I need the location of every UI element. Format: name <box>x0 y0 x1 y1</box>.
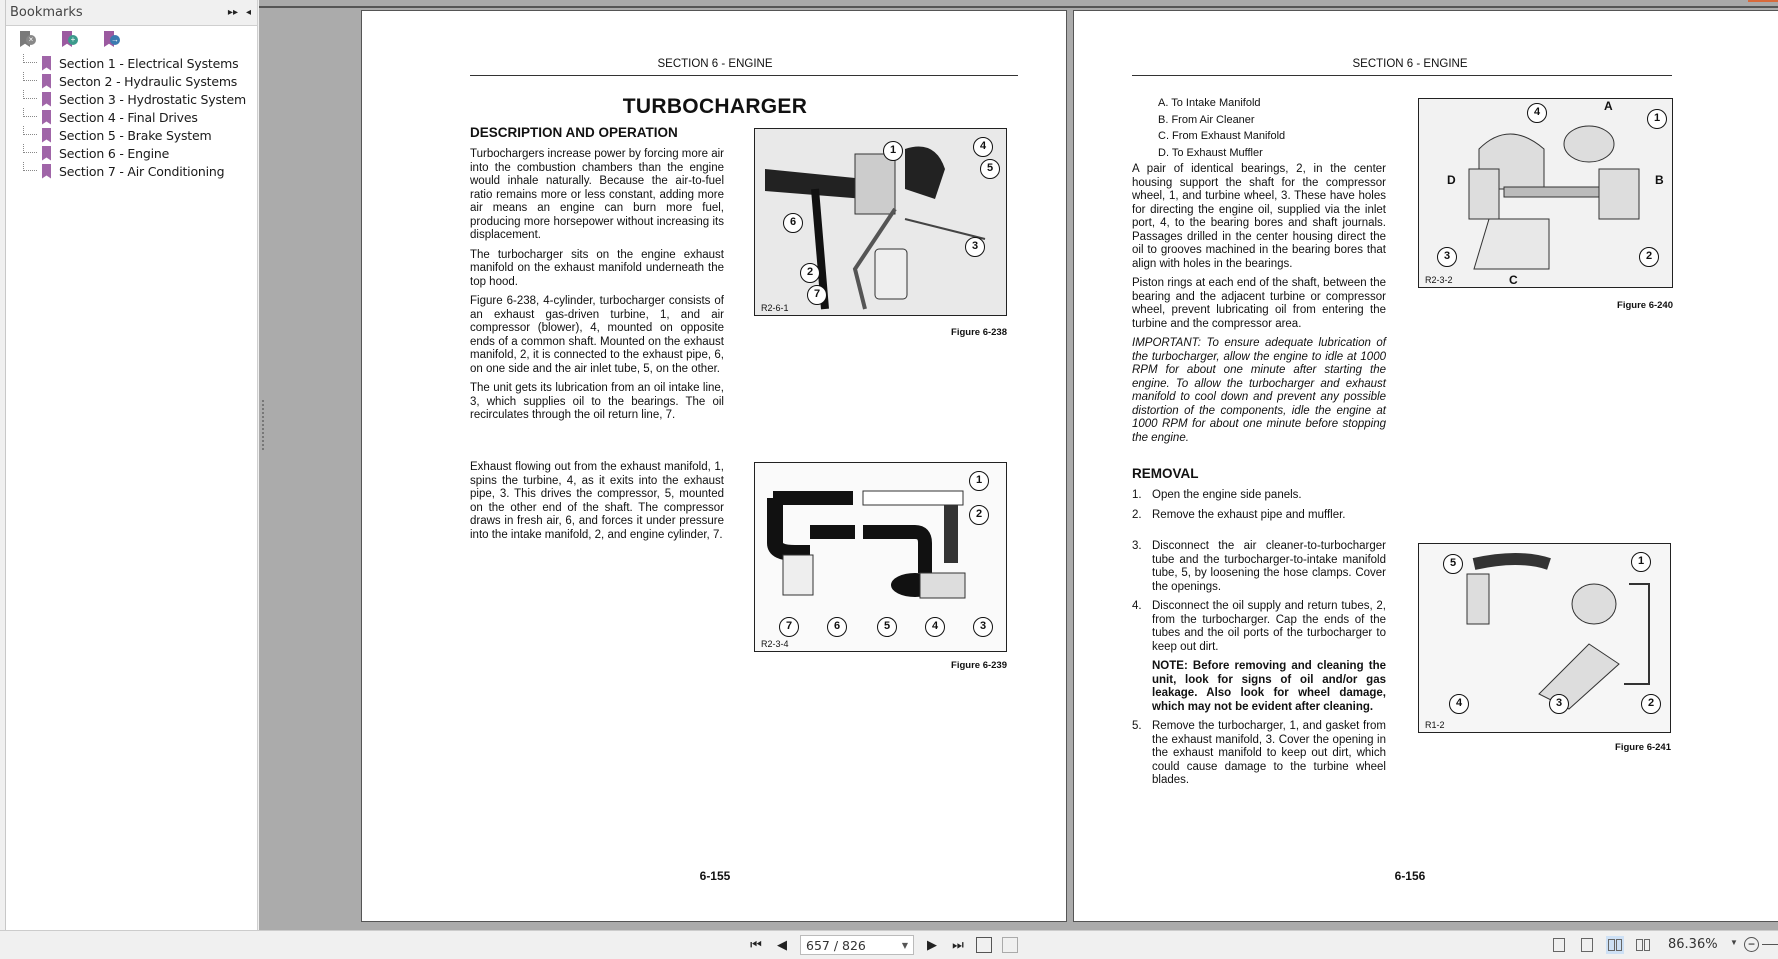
step-3: 3. Disconnect the air cleaner-to-turbocharger tube and the turbocharger-to-intake manifold tube, 5, by loosening the hose clamps. Cover the openings. <box>1132 540 1386 593</box>
callout-7: 7 <box>807 285 827 305</box>
bookmarks-title: Bookmarks <box>10 5 83 20</box>
bookmark-section-4[interactable]: Section 4 - Final Drives <box>18 108 257 126</box>
step-5: 5. Remove the turbocharger, 1, and gasket from the exhaust manifold, 3. Cover the opening in the exhaust manifold to keep out dirt, which could cause damage to the turbine wheel blades. <box>1132 720 1386 786</box>
description-text: Turbochargers increase power by forcing more air into the combustion chambers than the engine would inhale naturally. Because the air-to-fuel ratio remains more or less constant, adding more air means an engine can burn more fuel, producing more horsepower without increasing its displacement. The turbocharger sits on the engine exhaust manifold on the exhaust manifold underneath the top hood. Figure 6-238, 4-cylinder, turbocharger consists of an exhaust gas-driven turbine, 1, and air compressor (blower), 4, mounted on opposite ends of a common shaft. Mounted on the exhaust manifold, 2, it is connected to the exhaust pipe, 6, on one side and the air inlet tube, 5, on the other. The unit gets its lubrication from an oil intake line, 3, which supplies oil to the bearings. The oil recirculates through the oil return line, 7. <box>470 148 724 421</box>
bearings-text: A pair of identical bearings, 2, in the center housing support the shaft for the compressor wheel, 1, and turbine wheel, 3. These have holes for directing the engine oil, supplied via the inlet port, 4, to the bearing bores and shaft journals. Passages drilled in the center housing direct the oil to grooves machined in the bearing bores that align with holes in the bearings. Piston rings at each end of the shaft, between the bearing and the adjacent turbine or compressor wheel, prevent lubricating oil from entering the turbine and the compressor area. IMPORTANT: To ensure adequate lubrication of the turbocharger, allow the engine to idle at 1000 RPM for about one minute after starting the engine. To allow the turbocharger and exhaust manifold to cool down and prevent any possible distortion of the components, idle the engine at 1000 RPM for about one minute before stopping the engine. <box>1132 163 1386 444</box>
label-a: A <box>1604 99 1613 113</box>
bookmark-section-1[interactable]: Section 1 - Electrical Systems <box>18 54 257 72</box>
flow-description-text: Exhaust flowing out from the exhaust manifold, 1, spins the turbine, 4, as it exits into the exhaust pipe, 3. This drives the compressor, 5, mounted on the other end of the shaft. The compressor draws in fresh air, 6, and forces it under pressure into the intake manifold, 2, and engine cylinder, 7. <box>470 461 724 541</box>
callout-4: 4 <box>1527 103 1547 123</box>
first-page-button[interactable]: ⏮ <box>750 937 762 952</box>
bookmark-tree <box>6 54 257 180</box>
facing-view-button[interactable] <box>1606 936 1624 954</box>
zoom-slider[interactable] <box>1762 944 1778 945</box>
go-to-bookmark-icon[interactable]: → <box>104 31 120 49</box>
page-number: 6-155 <box>699 869 731 883</box>
callout-2: 2 <box>969 505 989 525</box>
running-head: SECTION 6 - ENGINE <box>657 58 773 70</box>
section-heading: DESCRIPTION AND OPERATION <box>470 125 678 140</box>
figure-code: R2-6-1 <box>761 303 789 313</box>
page-number: 6-156 <box>1394 869 1426 883</box>
bookmark-section-7[interactable]: Section 7 - Air Conditioning <box>18 162 257 180</box>
next-view-icon[interactable] <box>1002 937 1018 953</box>
bookmark-ribbon-icon <box>42 164 51 179</box>
callout-2: 2 <box>1639 247 1659 267</box>
step-1: 1. Open the engine side panels. <box>1132 489 1302 501</box>
step-2: 2. Remove the exhaust pipe and muffler. <box>1132 508 1346 521</box>
figure-caption: Figure 6-238 <box>951 327 1007 338</box>
callout-5: 5 <box>1443 554 1463 574</box>
label-b: B <box>1655 173 1664 187</box>
removal-steps <box>1132 489 1386 794</box>
figure-code: R2-3-2 <box>1425 275 1453 285</box>
header-rule <box>470 75 1018 76</box>
page-layout-modes <box>1550 936 1652 954</box>
bookmark-ribbon-icon <box>42 74 51 89</box>
figure-code: R2-3-4 <box>761 639 789 649</box>
bookmark-section-3[interactable]: Section 3 - Hydrostatic System <box>18 90 257 108</box>
callout-4: 4 <box>973 137 993 157</box>
removal-note: NOTE: Before removing and cleaning the unit, look for signs of oil and/or gas leakage. Also look for wheel damage, which may not be evident after cleaning. <box>1152 660 1386 713</box>
figure-6-239-flow-diagram <box>754 462 1007 652</box>
bookmark-section-5[interactable]: Section 5 - Brake System <box>18 126 257 144</box>
figure-caption: Figure 6-239 <box>951 660 1007 671</box>
figure-6-238-engine-photo <box>754 128 1007 316</box>
step-4: 4. Disconnect the oil supply and return tubes, 2, from the turbocharger. Cap the ends of the tubes and the oil ports of the turbocharger to keep out dirt. <box>1132 600 1386 653</box>
zoom-out-button[interactable]: − <box>1744 937 1759 952</box>
add-bookmark-icon[interactable]: + <box>62 31 78 49</box>
figure-6-240-turbo-cutaway <box>1418 98 1673 288</box>
callout-7: 7 <box>779 617 799 637</box>
callout-6: 6 <box>783 213 803 233</box>
important-note: IMPORTANT: To ensure adequate lubrication of the turbocharger, allow the engine to idle at 1000 RPM for about one minute after starting the engine. To allow the turbocharger and exhaust manifold to cool down and prevent any possible distortion of the components, idle the engine at 1000 RPM for about one minute before stopping the engine. <box>1132 337 1386 444</box>
figure-code: R1-2 <box>1425 720 1445 730</box>
bookmark-ribbon-icon <box>42 128 51 143</box>
running-head: SECTION 6 - ENGINE <box>1352 58 1468 70</box>
next-page-button[interactable]: ▶ <box>927 937 937 952</box>
callout-4: 4 <box>1449 694 1469 714</box>
callout-2: 2 <box>1641 694 1661 714</box>
bookmark-section-2[interactable]: Secton 2 - Hydraulic Systems <box>18 72 257 90</box>
label-c: C <box>1509 273 1518 287</box>
callout-3: 3 <box>1549 694 1569 714</box>
previous-view-icon[interactable] <box>976 937 992 953</box>
callout-1: 1 <box>1631 552 1651 572</box>
callout-1: 1 <box>883 141 903 161</box>
expand-panel-icon[interactable]: ▸▸ <box>227 7 238 18</box>
callout-5: 5 <box>980 159 1000 179</box>
bookmark-section-6[interactable]: Section 6 - Engine <box>18 144 257 162</box>
bookmarks-panel <box>6 0 258 930</box>
page-6-156 <box>1073 10 1778 922</box>
last-page-button[interactable]: ⏭ <box>952 937 964 952</box>
callout-5: 5 <box>877 617 897 637</box>
bookmarks-toolbar <box>6 26 257 54</box>
bookmark-ribbon-icon <box>42 110 51 125</box>
page-number-select[interactable]: 657 / 826 ▼ <box>800 935 914 955</box>
panel-splitter[interactable] <box>262 400 264 450</box>
bookmark-ribbon-icon <box>42 92 51 107</box>
zoom-level[interactable]: 86.36% <box>1668 937 1718 952</box>
top-border <box>259 0 1778 8</box>
page-navigation <box>748 935 1018 955</box>
previous-page-button[interactable]: ◀ <box>777 937 787 952</box>
continuous-facing-view-button[interactable] <box>1634 936 1652 954</box>
delete-bookmark-icon[interactable]: × <box>20 31 36 49</box>
callout-4: 4 <box>925 617 945 637</box>
figure-caption: Figure 6-241 <box>1615 742 1671 753</box>
figure-caption: Figure 6-240 <box>1617 300 1673 311</box>
bookmarks-header <box>6 0 257 26</box>
callout-3: 3 <box>1437 247 1457 267</box>
figure-6-241-exploded-view <box>1418 543 1671 733</box>
chevron-down-icon: ▼ <box>901 940 908 950</box>
label-d: D <box>1447 173 1456 187</box>
collapse-panel-icon[interactable]: ◂ <box>245 7 251 18</box>
page-title: TURBOCHARGER <box>622 95 808 118</box>
header-rule <box>1132 75 1672 76</box>
bookmark-ribbon-icon <box>42 146 51 161</box>
callout-2: 2 <box>800 263 820 283</box>
callout-1: 1 <box>969 471 989 491</box>
callout-6: 6 <box>827 617 847 637</box>
single-page-view-button[interactable] <box>1550 936 1568 954</box>
bookmark-ribbon-icon <box>42 56 51 71</box>
continuous-view-button[interactable] <box>1578 936 1596 954</box>
flow-legend: A. To Intake Manifold B. From Air Cleaner C. From Exhaust Manifold D. To Exhaust Muffler <box>1158 97 1286 159</box>
callout-3: 3 <box>965 237 985 257</box>
callout-3: 3 <box>973 617 993 637</box>
page-6-155 <box>361 10 1067 922</box>
removal-heading: REMOVAL <box>1132 466 1199 481</box>
callout-1: 1 <box>1647 109 1667 129</box>
zoom-dropdown-icon[interactable]: ▼ <box>1730 938 1738 947</box>
status-toolbar <box>0 930 1778 959</box>
